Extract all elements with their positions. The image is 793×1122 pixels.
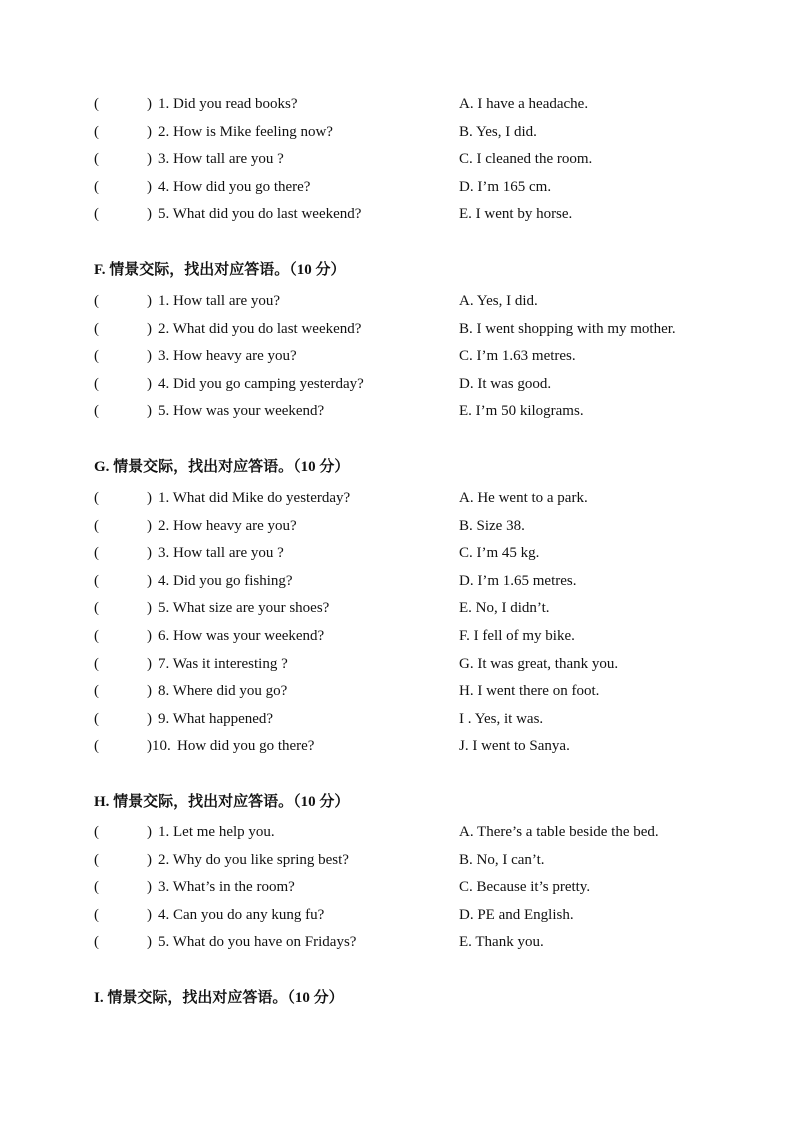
answer-option-text: A. There’s a table beside the bed. xyxy=(459,824,659,840)
answer-blank-close-paren: ) xyxy=(147,545,152,561)
question-row xyxy=(0,707,793,731)
answer-option-text: A. I have a headache. xyxy=(459,96,589,112)
answer-blank-open-paren: ( xyxy=(94,907,99,923)
question-row xyxy=(0,202,793,226)
question-row xyxy=(0,596,793,620)
answer-blank-open-paren: ( xyxy=(94,376,99,392)
answer-blank-open-paren: ( xyxy=(94,573,99,589)
answer-option-text: J. I went to Sanya. xyxy=(459,738,570,754)
question-text: 1. Let me help you. xyxy=(158,824,275,840)
question-text: 4. How did you go there? xyxy=(158,179,311,195)
answer-option-text: D. I’m 1.65 metres. xyxy=(459,573,577,589)
question-text: 6. How was your weekend? xyxy=(158,628,325,644)
answer-blank-open-paren: ( xyxy=(94,879,99,895)
answer-option-text: E. Thank you. xyxy=(459,934,544,950)
answer-option-text: D. It was good. xyxy=(459,376,552,392)
question-text: 5. What size are your shoes? xyxy=(158,600,330,616)
answer-blank-close-paren: ) xyxy=(147,403,152,419)
answer-blank-close-paren: ) xyxy=(147,348,152,364)
question-row xyxy=(0,569,793,593)
answer-blank-open-paren: ( xyxy=(94,96,99,112)
question-row xyxy=(0,344,793,368)
answer-blank-close-paren: ) xyxy=(147,124,152,140)
answer-blank-open-paren: ( xyxy=(94,490,99,506)
question-text: 8. Where did you go? xyxy=(158,683,288,699)
question-text: 9. What happened? xyxy=(158,711,274,727)
question-row xyxy=(0,514,793,538)
question-text: 2. What did you do last weekend? xyxy=(158,321,362,337)
answer-option-text: D. PE and English. xyxy=(459,907,574,923)
answer-option-text: H. I went there on foot. xyxy=(459,683,600,699)
answer-blank-close-paren: ) xyxy=(147,628,152,644)
question-row xyxy=(0,289,793,313)
answer-option-text: C. I cleaned the room. xyxy=(459,151,593,167)
question-row xyxy=(0,679,793,703)
answer-blank-open-paren: ( xyxy=(94,151,99,167)
question-text: 1. Did you read books? xyxy=(158,96,298,112)
question-row xyxy=(0,399,793,423)
answer-option-text: C. I’m 45 kg. xyxy=(459,545,540,561)
question-row xyxy=(0,875,793,899)
answer-option-text: B. No, I can’t. xyxy=(459,852,545,868)
section-heading: I. 情景交际，找出对应答语。（10 分） xyxy=(94,990,344,1006)
question-text: 4. Did you go fishing? xyxy=(158,573,293,589)
answer-blank-close-paren: ) xyxy=(147,321,152,337)
question-row xyxy=(0,734,793,758)
question-text: 3. How tall are you ? xyxy=(158,545,284,561)
answer-blank-close-paren: ) xyxy=(147,179,152,195)
question-row xyxy=(0,486,793,510)
answer-blank-open-paren: ( xyxy=(94,518,99,534)
question-row xyxy=(0,92,793,116)
answer-blank-open-paren: ( xyxy=(94,321,99,337)
answer-option-text: D. I’m 165 cm. xyxy=(459,179,552,195)
question-text: 5. What did you do last weekend? xyxy=(158,206,362,222)
answer-blank-close-paren: ) xyxy=(147,852,152,868)
answer-blank-close-paren: ) xyxy=(147,907,152,923)
answer-blank-open-paren: ( xyxy=(94,403,99,419)
question-text: 5. What do you have on Fridays? xyxy=(158,934,357,950)
question-row xyxy=(0,317,793,341)
answer-blank-open-paren: ( xyxy=(94,206,99,222)
answer-blank-open-paren: ( xyxy=(94,852,99,868)
answer-option-text: E. I’m 50 kilograms. xyxy=(459,403,584,419)
question-text: 1. What did Mike do yesterday? xyxy=(158,490,351,506)
question-row xyxy=(0,147,793,171)
question-text: 2. Why do you like spring best? xyxy=(158,852,349,868)
section-heading: H. 情景交际，找出对应答语。（10 分） xyxy=(94,794,350,810)
question-row xyxy=(0,903,793,927)
answer-option-text: A. He went to a park. xyxy=(459,490,588,506)
answer-option-text: G. It was great, thank you. xyxy=(459,656,619,672)
answer-option-text: B. I went shopping with my mother. xyxy=(459,321,676,337)
answer-blank-open-paren: ( xyxy=(94,628,99,644)
answer-blank-close-paren: ) xyxy=(147,151,152,167)
answer-blank-open-paren: ( xyxy=(94,824,99,840)
answer-blank-close-paren: ) xyxy=(147,96,152,112)
answer-blank-close-paren: ) xyxy=(147,879,152,895)
answer-blank-open-paren: ( xyxy=(94,600,99,616)
answer-option-text: A. Yes, I did. xyxy=(459,293,538,309)
question-row xyxy=(0,175,793,199)
answer-blank-open-paren: ( xyxy=(94,683,99,699)
section-heading: G. 情景交际，找出对应答语。（10 分） xyxy=(94,459,350,475)
answer-blank-open-paren: ( xyxy=(94,179,99,195)
answer-blank-open-paren: ( xyxy=(94,124,99,140)
question-text: 4. Can you do any kung fu? xyxy=(158,907,325,923)
question-row xyxy=(0,372,793,396)
answer-blank-close-paren: ) xyxy=(147,600,152,616)
answer-blank-open-paren: ( xyxy=(94,738,99,754)
question-text: 4. Did you go camping yesterday? xyxy=(158,376,364,392)
answer-blank-close-paren: ) xyxy=(147,711,152,727)
answer-blank-close-paren: ) xyxy=(147,376,152,392)
answer-blank-open-paren: ( xyxy=(94,656,99,672)
question-row xyxy=(0,120,793,144)
answer-option-text: B. Yes, I did. xyxy=(459,124,537,140)
answer-blank-close-paren: ) xyxy=(147,656,152,672)
question-row xyxy=(0,652,793,676)
answer-blank-open-paren: ( xyxy=(94,934,99,950)
section-heading: F. 情景交际，找出对应答语。（10 分） xyxy=(94,262,346,278)
question-row xyxy=(0,624,793,648)
answer-option-text: E. No, I didn’t. xyxy=(459,600,550,616)
answer-option-text: E. I went by horse. xyxy=(459,206,573,222)
answer-blank-close-paren: ) xyxy=(147,573,152,589)
answer-blank-open-paren: ( xyxy=(94,348,99,364)
answer-option-text: I . Yes, it was. xyxy=(459,711,544,727)
question-text: How did you go there? xyxy=(177,738,315,754)
answer-blank-open-paren: ( xyxy=(94,545,99,561)
answer-blank-close-paren: ) xyxy=(147,824,152,840)
answer-option-text: F. I fell of my bike. xyxy=(459,628,575,644)
answer-option-text: B. Size 38. xyxy=(459,518,525,534)
answer-blank-open-paren: ( xyxy=(94,293,99,309)
answer-option-text: C. Because it’s pretty. xyxy=(459,879,591,895)
question-row xyxy=(0,541,793,565)
question-text: 3. What’s in the room? xyxy=(158,879,295,895)
answer-blank-close-paren: ) xyxy=(147,206,152,222)
answer-blank-close-paren: ) xyxy=(147,683,152,699)
answer-blank-close-paren: ) xyxy=(147,518,152,534)
question-text: 7. Was it interesting ? xyxy=(158,656,288,672)
question-text: 2. How is Mike feeling now? xyxy=(158,124,333,140)
question-text: 3. How tall are you ? xyxy=(158,151,284,167)
answer-blank-close-paren: ) xyxy=(147,490,152,506)
question-row xyxy=(0,848,793,872)
answer-blank-close-paren: ) xyxy=(147,293,152,309)
question-text: 5. How was your weekend? xyxy=(158,403,325,419)
question-text: 1. How tall are you? xyxy=(158,293,281,309)
question-row xyxy=(0,930,793,954)
answer-option-text: C. I’m 1.63 metres. xyxy=(459,348,576,364)
question-text: 3. How heavy are you? xyxy=(158,348,297,364)
answer-blank-close-paren: ) xyxy=(147,934,152,950)
answer-blank-open-paren: ( xyxy=(94,711,99,727)
answer-blank-close-paren: )10. xyxy=(147,738,171,754)
question-row xyxy=(0,820,793,844)
question-text: 2. How heavy are you? xyxy=(158,518,297,534)
